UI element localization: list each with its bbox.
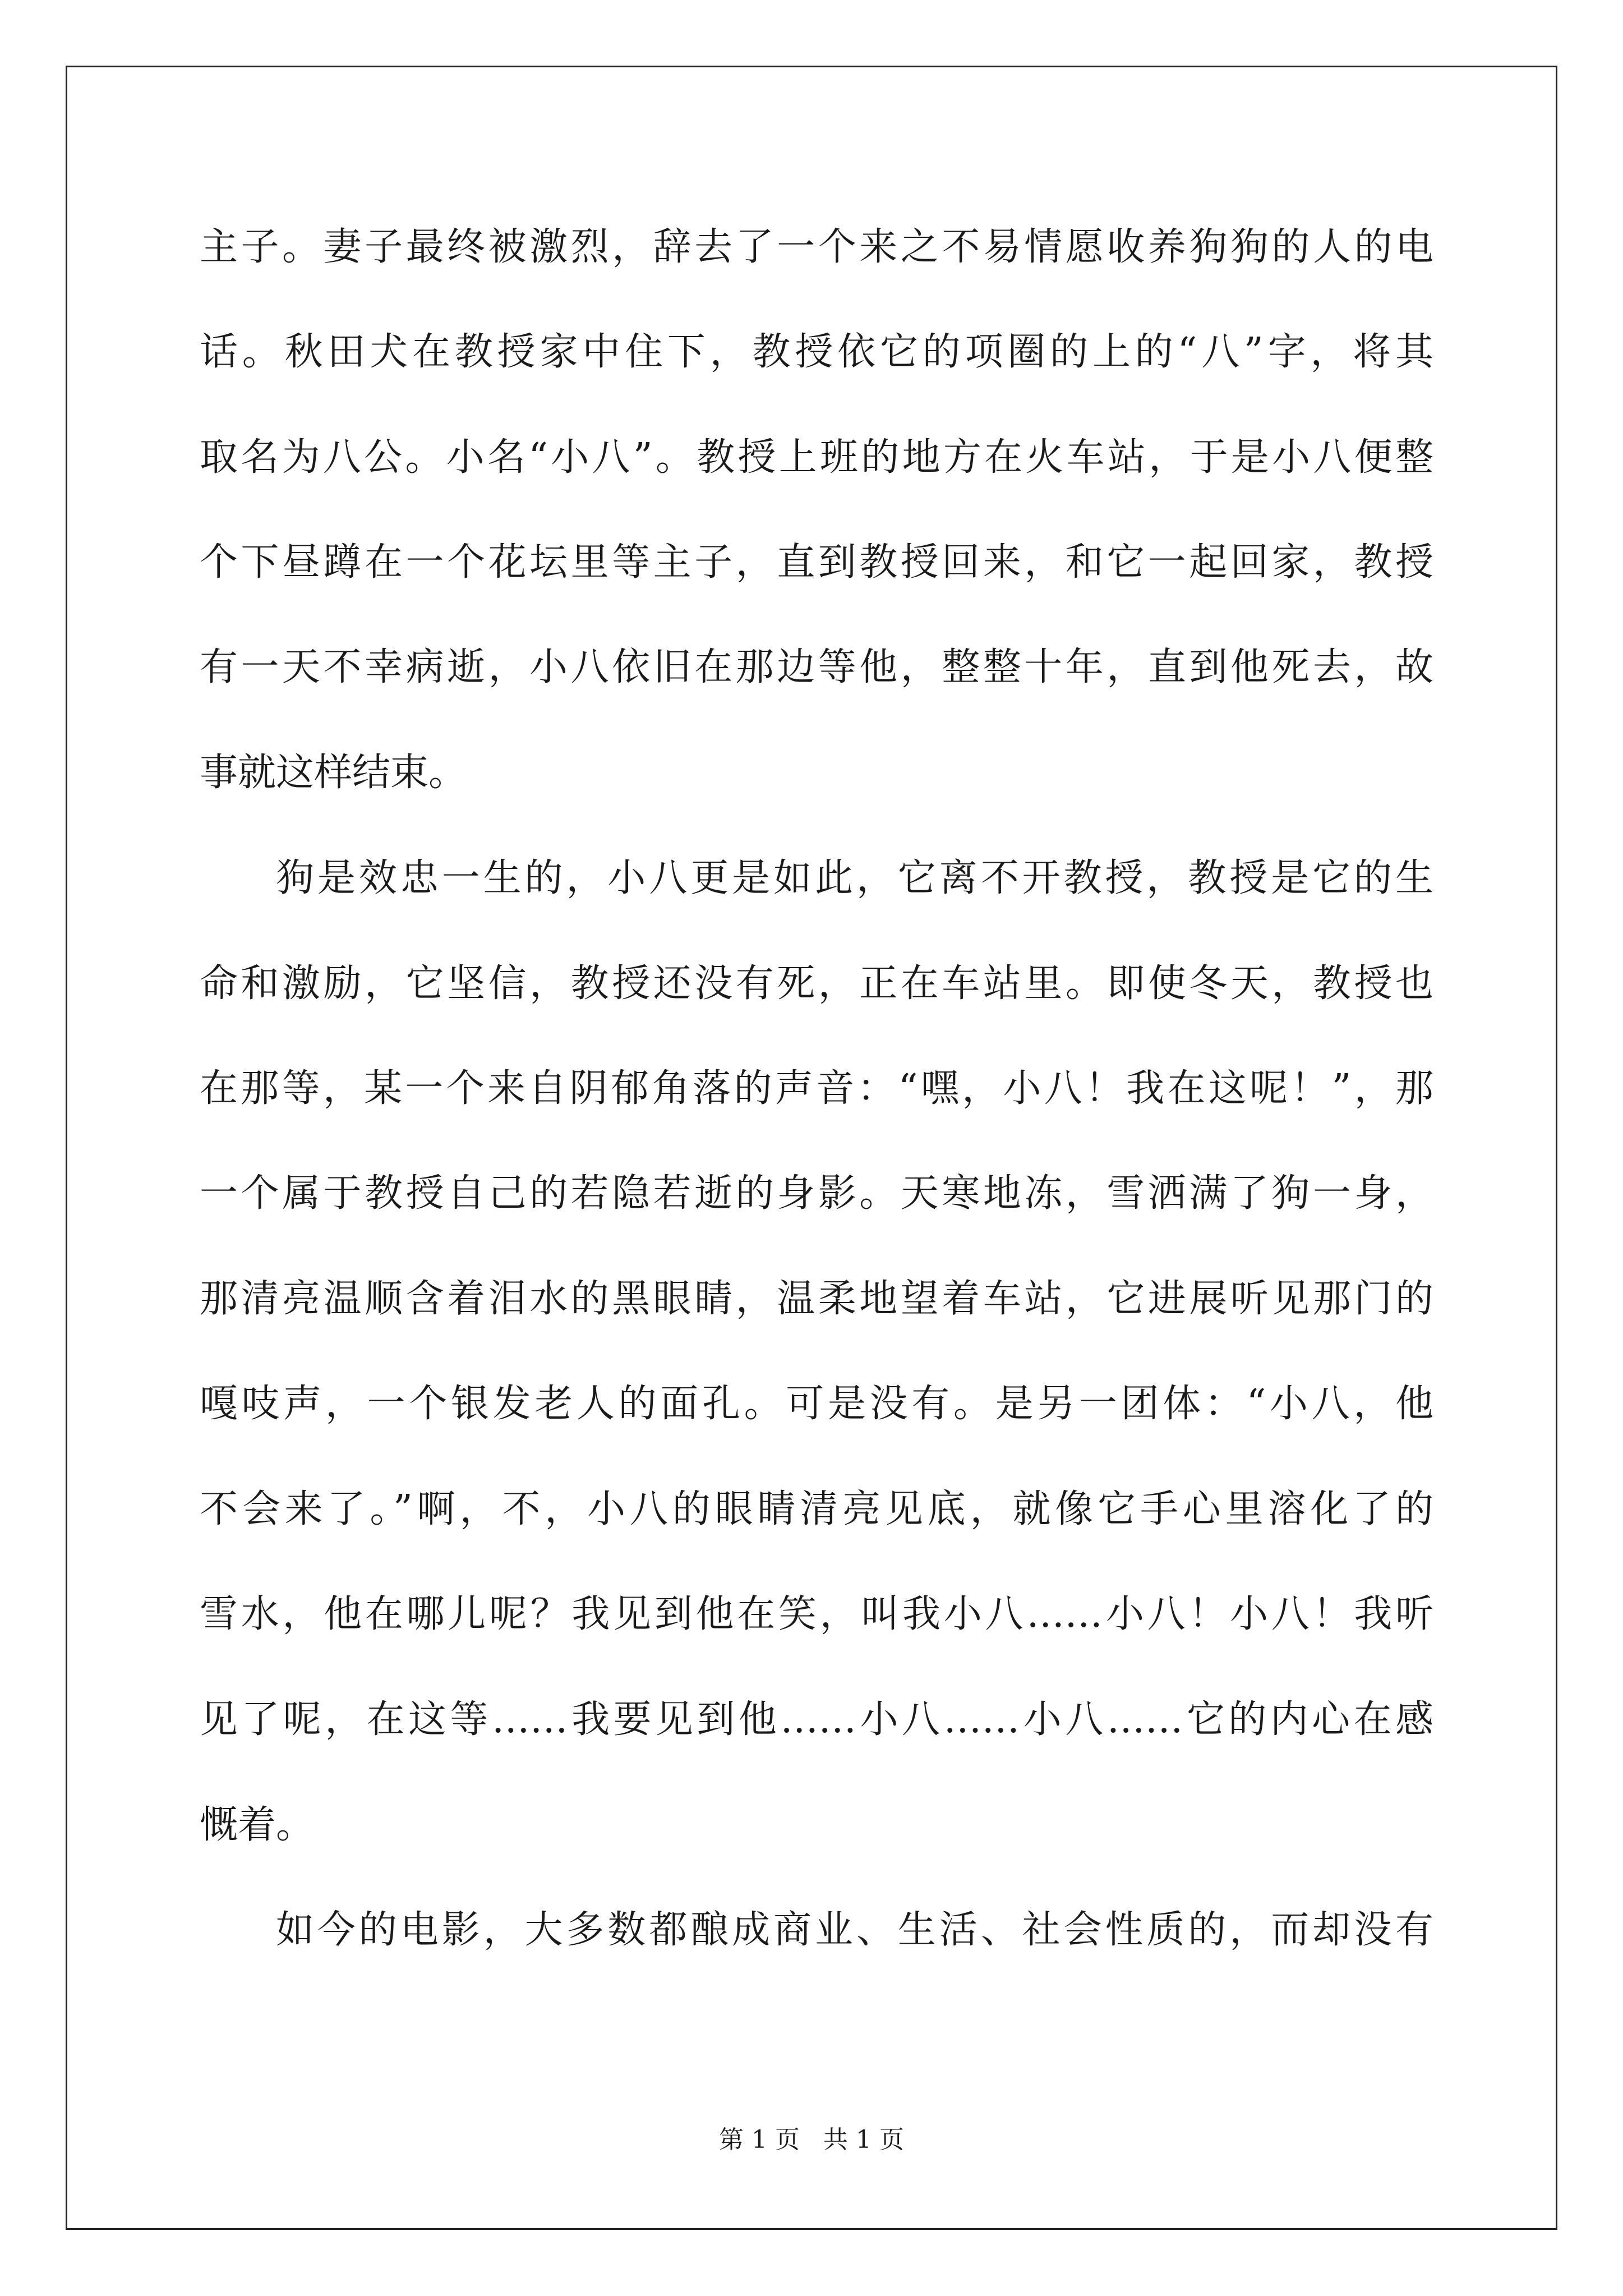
text-line: 一个属于教授自己的若隐若逝的身影。天寒地冻，雪洒满了狗一身， bbox=[200, 1171, 1433, 1216]
text-line: 慨着。 bbox=[200, 1803, 315, 1847]
text-line: 不会来了。”啊，不，小八的眼睛清亮见底，就像它手心里溶化了的 bbox=[200, 1487, 1433, 1531]
text-line: 命和激励，它坚信，教授还没有死，正在车站里。即使冬天，教授也 bbox=[200, 961, 1433, 1006]
page-number-footer: 第 1 页 共 1 页 bbox=[719, 2125, 904, 2154]
text-line: 那清亮温顺含着泪水的黑眼睛，温柔地望着车站，它进展听见那门的 bbox=[200, 1277, 1433, 1321]
text-line: 嘎吱声，一个银发老人的面孔。可是没有。是另一团体：“小八，他 bbox=[200, 1382, 1433, 1426]
text-line: 雪水，他在哪儿呢？我见到他在笑，叫我小八……小八！小八！我听 bbox=[200, 1592, 1433, 1636]
text-line: 个下昼蹲在一个花坛里等主子，直到教授回来，和它一起回家，教授 bbox=[200, 540, 1433, 585]
text-line: 主子。妻子最终被激烈，辞去了一个来之不易情愿收养狗狗的人的电 bbox=[200, 225, 1433, 269]
text-line: 狗是效忠一生的，小八更是如此，它离不开教授，教授是它的生 bbox=[276, 856, 1433, 900]
text-line: 事就这样结束。 bbox=[200, 751, 467, 795]
text-line: 在那等，某一个来自阴郁角落的声音：“嘿，小八！我在这呢！”，那 bbox=[200, 1066, 1433, 1111]
text-line: 见了呢，在这等……我要见到他……小八……小八……它的内心在感 bbox=[200, 1697, 1433, 1742]
text-line: 话。秋田犬在教授家中住下，教授依它的项圈的上的“八”字，将其 bbox=[200, 330, 1433, 374]
text-line: 如今的电影，大多数都酿成商业、生活、社会性质的，而却没有 bbox=[276, 1908, 1433, 1952]
text-line: 有一天不幸病逝，小八依旧在那边等他，整整十年，直到他死去，故 bbox=[200, 645, 1433, 689]
text-line: 取名为八公。小名“小八”。教授上班的地方在火车站，于是小八便整 bbox=[200, 435, 1433, 480]
